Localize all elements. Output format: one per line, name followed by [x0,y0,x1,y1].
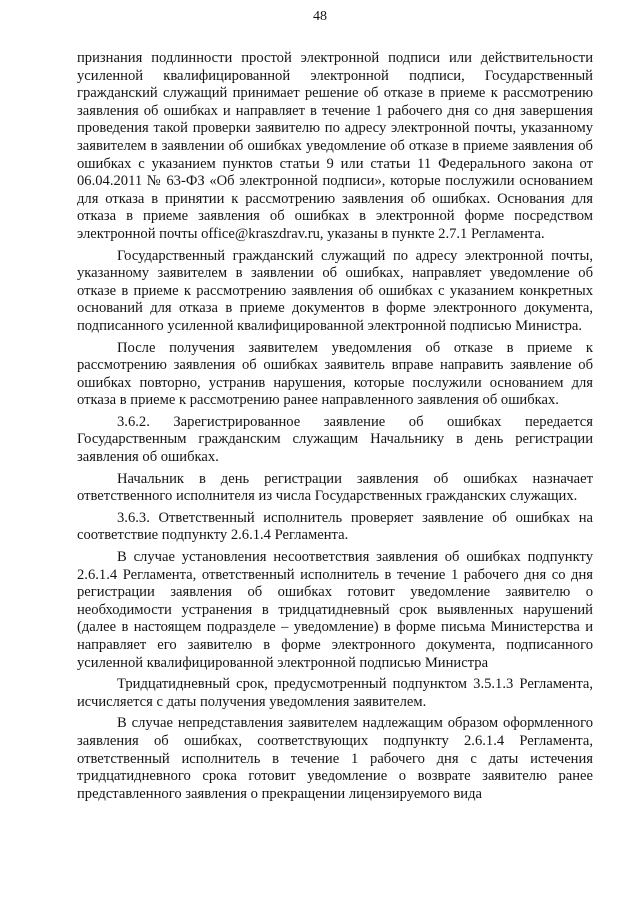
paragraph-5: Начальник в день регистрации заявления об ошибках назначает ответственного исполнителя из числа Государственных гражданских служащих. [77,470,593,505]
paragraph-1: признания подлинности простой электронной подписи или действительности усиленной квалифицированной электронной подписи, Государственный гражданский служащий принимает решение об отказе в приеме к рассмотрению заявления об ошибках и направляет в течение 1 рабочего дня со дня завершения проведения такой проверки заявителю по адресу электронной почты, указанному заявителем в заявлении об ошибках уведомление об отказе в приеме заявления об ошибках с указанием пунктов статьи 9 или статьи 11 Федерального закона от 06.04.2011 № 63-ФЗ «Об электронной подписи», которые послужили основанием для отказа в принятии к рассмотрению заявления об ошибках. Основания для отказа в приеме заявления об ошибках в электронной форме посредством электронной почты office@kraszdrav.ru, указаны в пункте 2.7.1 Регламента. [77,50,593,242]
paragraph-4: 3.6.2. Зарегистрированное заявление об ошибках передается Государственным гражданским служащим Начальнику в день регистрации заявления об ошибках. [77,413,593,466]
paragraph-7: В случае установления несоответствия заявления об ошибках подпункту 2.6.1.4 Регламента, ответственный исполнитель в течение 1 рабочего дня со дня регистрации заявления об ошибках готовит уведомление заявителю о необходимости устранения в тридцатидневный срок выявленных нарушений (далее в настоящем подразделе – уведомление) в форме письма Министерства и направляет его заявителю в форме электронного документа, подписанного усиленной квалифицированной электронной подписью Министра [77,549,593,671]
paragraph-3: После получения заявителем уведомления об отказе в приеме к рассмотрению заявления об ошибках заявитель вправе направить заявление об ошибках повторно, устранив нарушения, которые послужили основанием для отказа в приеме к рассмотрению ранее направленного заявления об ошибках. [77,339,593,409]
paragraph-6: 3.6.3. Ответственный исполнитель проверяет заявление об ошибках на соответствие подпункту 2.6.1.4 Регламента. [77,509,593,544]
page-number: 48 [313,9,327,24]
paragraph-9: В случае непредставления заявителем надлежащим образом оформленного заявления об ошибках, соответствующих подпункту 2.6.1.4 Регламента, ответственный исполнитель в течение 1 рабочего дня с даты истечения тридцатидневного срока готовит уведомление о возврате заявителю ранее представленного заявления о прекращении лицензируемого вида [77,715,593,802]
paragraph-8: Тридцатидневный срок, предусмотренный подпунктом 3.5.1.3 Регламента, исчисляется с даты получения уведомления заявителем. [77,676,593,710]
paragraph-2: Государственный гражданский служащий по адресу электронной почты, указанному заявителем в заявлении об ошибках, направляет уведомление об отказе в приеме к рассмотрению заявления об ошибках с указанием конкретных оснований для отказа в приеме документов в форме электронного документа, подписанного усиленной квалифицированной электронной подписью Министра. [77,247,593,334]
document-body [77,50,593,803]
